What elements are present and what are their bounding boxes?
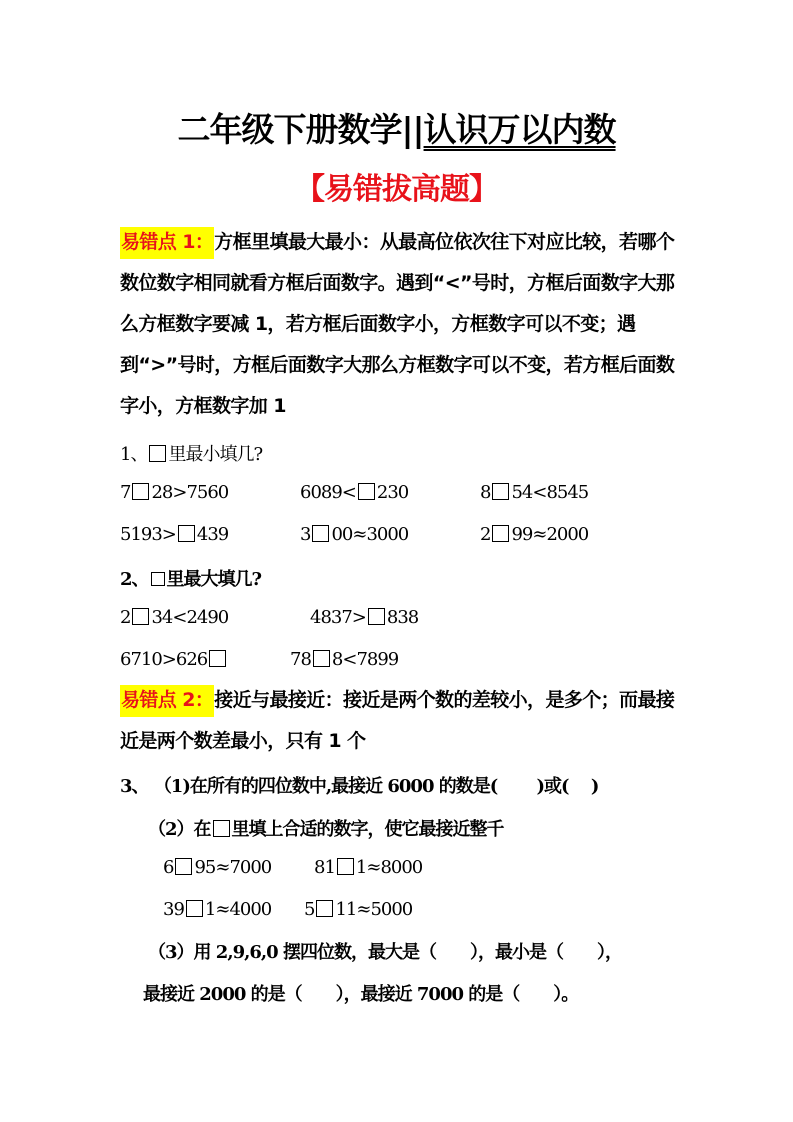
blank-box-icon[interactable] (186, 900, 203, 917)
q1-item-1-post: 28>7560 (151, 482, 229, 503)
q2-item-2 (310, 607, 418, 628)
question-3-part-3-line-1: （3）用 2,9,6,0 摆四位数，最大是（ ），最小是（ ）， (148, 942, 622, 963)
question-2-text: 里最大填几? (166, 569, 262, 590)
q2-item-4-pre: 78 (290, 649, 311, 670)
question-2-number: 2、 (120, 569, 149, 590)
blank-box-icon[interactable] (178, 525, 195, 542)
q2-item-3-pre: 6710>626 (120, 649, 208, 670)
q1-item-2-pre: 6089< (300, 482, 356, 503)
q2-item-1 (120, 607, 228, 628)
blank-box-icon[interactable] (358, 483, 375, 500)
q2-item-2-post: 838 (386, 607, 419, 628)
error-point-2-label: 易错点 2： (120, 685, 214, 717)
q2-item-2-pre: 4837> (310, 607, 366, 628)
blank-box-icon[interactable] (316, 900, 333, 917)
q1-item-6-post: 99≈2000 (511, 524, 589, 545)
q3-item-1-post: 95≈7000 (194, 857, 272, 878)
question-3-number: 3、 (120, 776, 149, 797)
q3-item-4 (304, 899, 412, 920)
q1-item-1 (120, 482, 228, 503)
error-point-2 (120, 680, 680, 762)
question-3-part-3-line-2: 最接近 2000 的是（ ），最接近 7000 的是（ ）。 (143, 984, 579, 1005)
q3-item-2 (314, 857, 422, 878)
blank-box-icon (213, 820, 230, 837)
q1-item-3-pre: 8 (480, 482, 491, 503)
q1-item-1-pre: 7 (120, 482, 131, 503)
question-3-part-1 (120, 772, 598, 798)
error-point-2-text: 接近与最接近：接近是两个数的差较小，是多个；而最接近是两个数差最小，只有 1 个 (120, 689, 675, 752)
error-point-1-label: 易错点 1： (120, 227, 214, 259)
q2-item-1-post: 34<2490 (151, 607, 229, 628)
q1-item-2 (300, 482, 408, 503)
q3-item-4-pre: 5 (304, 899, 315, 920)
q3-item-4-post: 11≈5000 (335, 899, 413, 920)
question-1-prompt (120, 440, 262, 466)
title-topic: 认识万以内数 (423, 110, 616, 149)
page-title (0, 108, 793, 152)
question-2-prompt (120, 565, 261, 591)
q2-item-1-pre: 2 (120, 607, 131, 628)
q1-item-5 (300, 524, 408, 545)
blank-box-icon[interactable] (492, 483, 509, 500)
q1-item-6-pre: 2 (480, 524, 491, 545)
q1-item-2-post: 230 (376, 482, 409, 503)
blank-box-icon[interactable] (337, 858, 354, 875)
error-point-1 (120, 222, 680, 427)
q3-item-1 (163, 857, 271, 878)
q1-item-3-post: 54<8545 (511, 482, 589, 503)
q1-item-4-pre: 5193> (120, 524, 176, 545)
q2-item-4-post: 8<7899 (331, 649, 399, 670)
blank-box-icon[interactable] (368, 608, 385, 625)
blank-box-icon (151, 572, 165, 586)
question-3-part-1-text: （1)在所有的四位数中,最接近 6000 的数是( )或( ) (153, 776, 599, 797)
q1-item-5-post: 00≈3000 (331, 524, 409, 545)
q3-item-3-post: 1≈4000 (204, 899, 272, 920)
q3-item-2-pre: 81 (314, 857, 335, 878)
q3-item-1-pre: 6 (163, 857, 174, 878)
title-grade: 二年级下册数学|| (177, 110, 424, 149)
q1-item-3 (480, 482, 588, 503)
q2-item-3 (120, 649, 228, 670)
blank-box-icon (149, 445, 166, 462)
q1-item-6 (480, 524, 588, 545)
q3-item-3 (163, 899, 271, 920)
blank-box-icon[interactable] (175, 858, 192, 875)
blank-box-icon[interactable] (312, 525, 329, 542)
question-1-text: 里最小填几? (168, 444, 263, 465)
q1-item-4 (120, 524, 228, 545)
q3-part2-pre: （2）在 (148, 819, 211, 840)
question-1-number: 1、 (120, 444, 148, 465)
page-subtitle: 【易错拔高题】 (295, 172, 498, 207)
blank-box-icon[interactable] (132, 608, 149, 625)
error-point-1-text: 方框里填最大最小：从最高位依次往下对应比较，若哪个数位数字相同就看方框后面数字。遇到“<”号时，方框后面数字大那么方框数字要减 1，若方框后面数字小，方框数字可以不变；遇到“>”号时，方框后面数字大那么方框数字可以不变，若方框后面数字小，方框数字加 1 (120, 231, 675, 417)
question-3-part-2 (148, 815, 504, 841)
blank-box-icon[interactable] (313, 650, 330, 667)
q2-item-4 (290, 649, 398, 670)
q1-item-4-post: 439 (196, 524, 229, 545)
q3-item-3-pre: 39 (163, 899, 184, 920)
blank-box-icon[interactable] (492, 525, 509, 542)
blank-box-icon[interactable] (209, 650, 226, 667)
blank-box-icon[interactable] (132, 483, 149, 500)
q3-item-2-post: 1≈8000 (355, 857, 423, 878)
q1-item-5-pre: 3 (300, 524, 311, 545)
q3-part2-post: 里填上合适的数字，使它最接近整千 (231, 819, 504, 840)
